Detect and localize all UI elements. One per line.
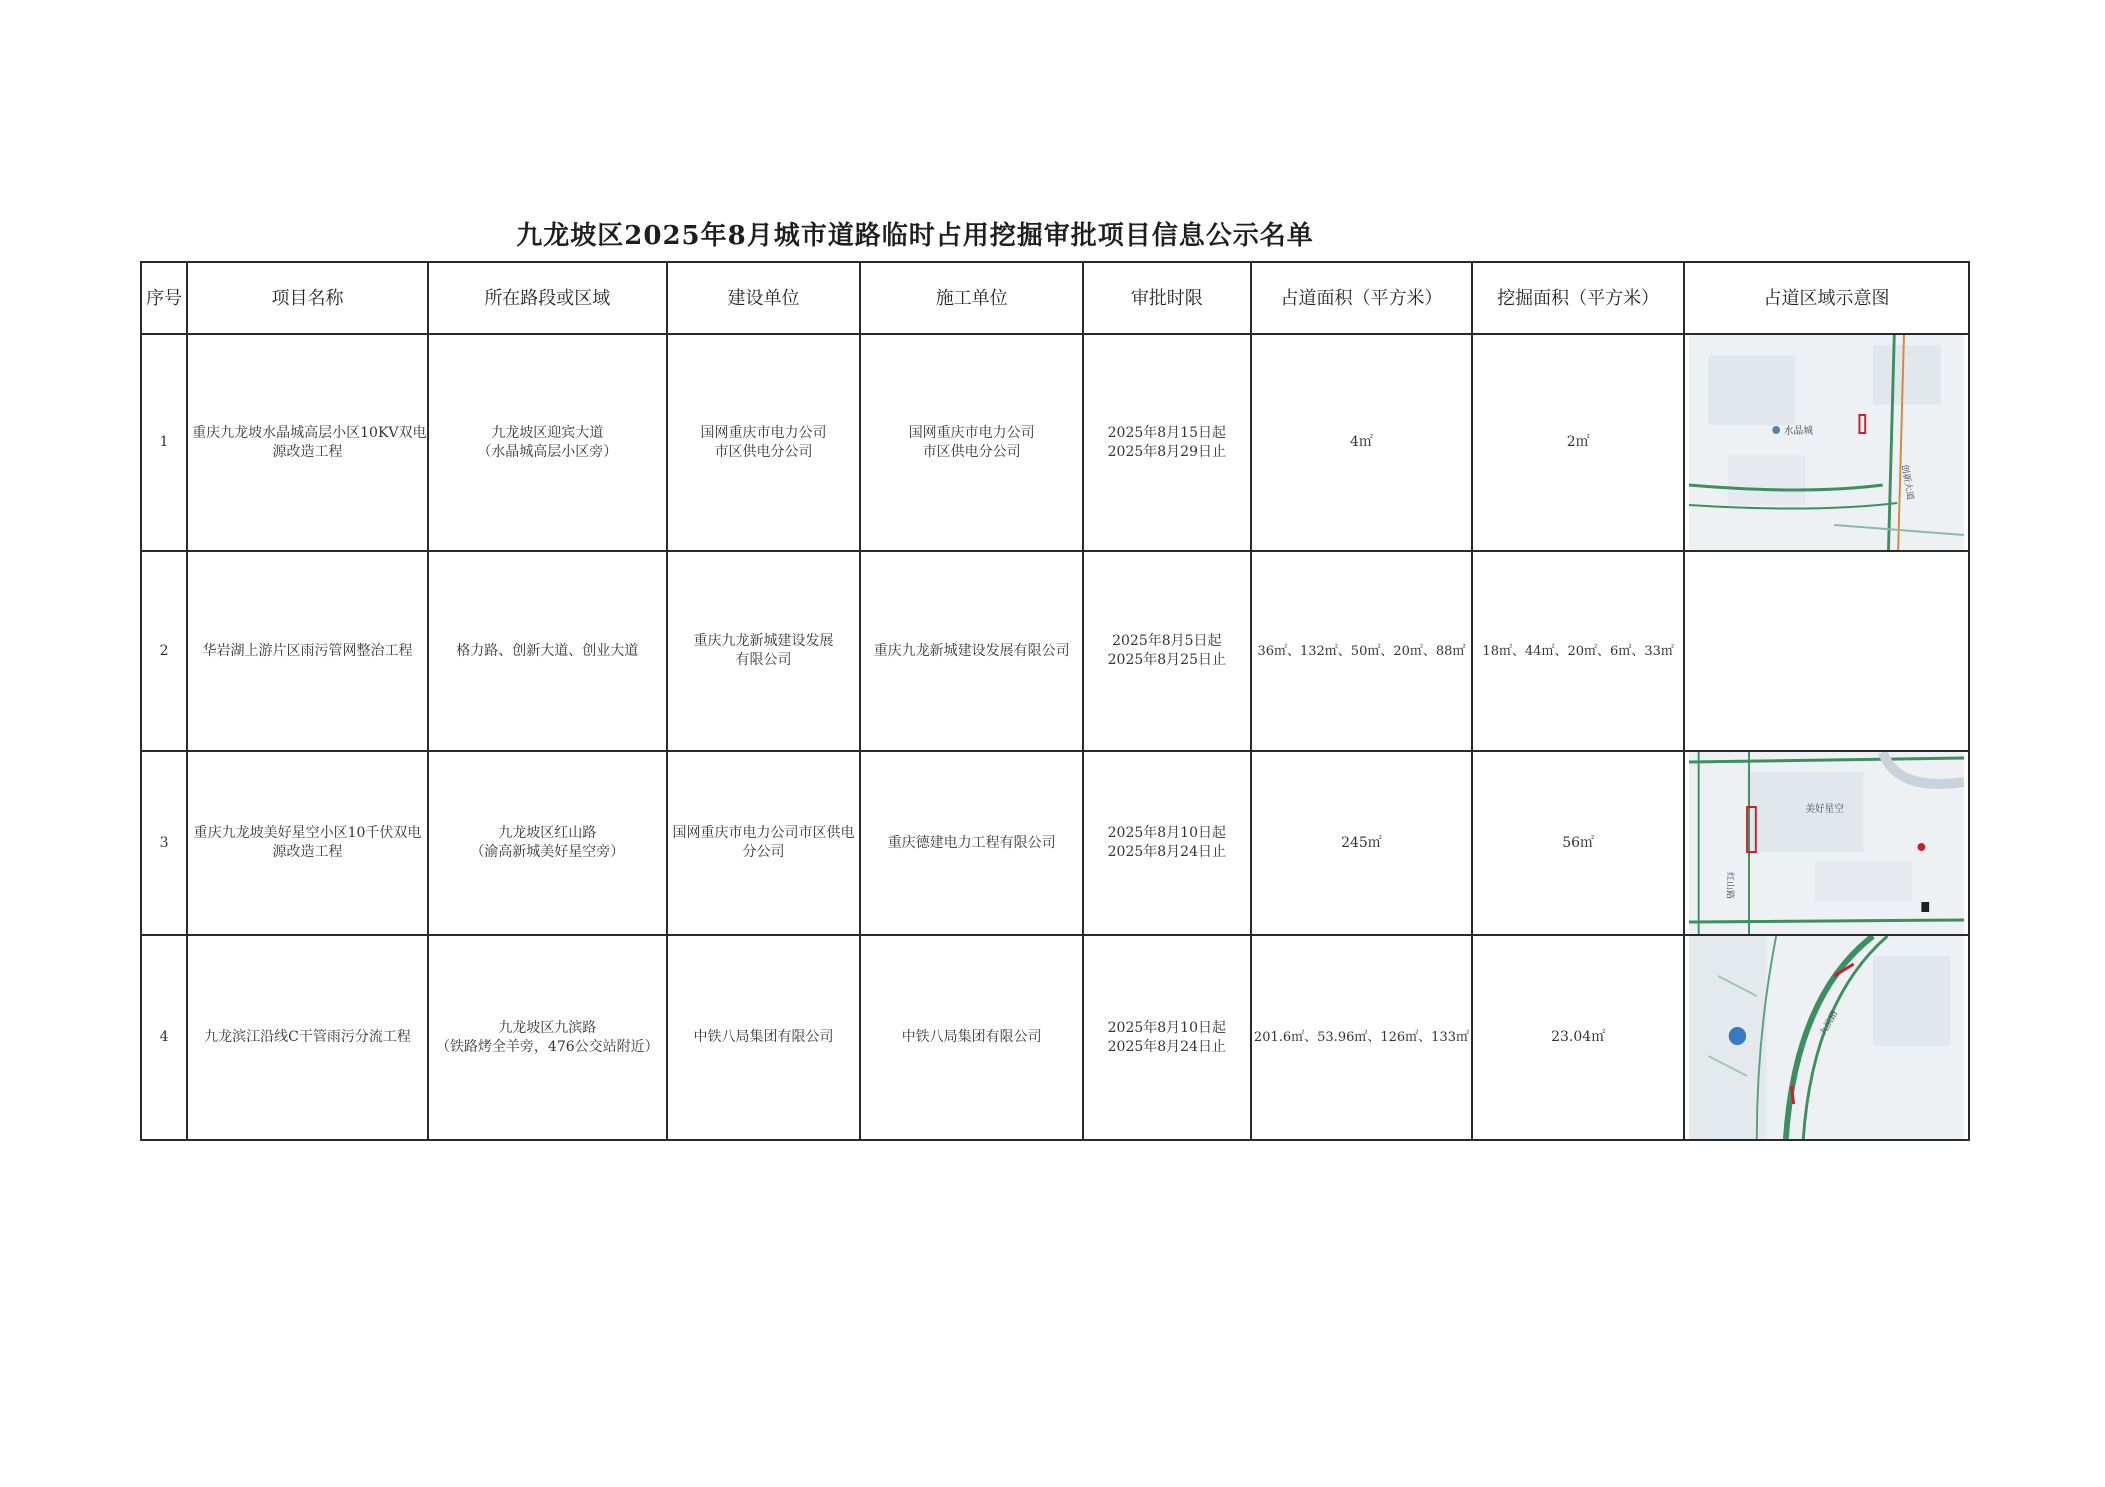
header-dig-area: 挖掘面积（平方米） [1472, 262, 1684, 334]
dig-area-cell: 23.04㎡ [1472, 935, 1684, 1140]
location-line: 格力路、创新大道、创业大道 [456, 642, 639, 659]
project-name-line: 九龙滨江沿线C干管雨污分流工程 [204, 1029, 411, 1045]
builder-line: 国网重庆市电力公司 [700, 424, 827, 441]
period-cell [1083, 551, 1251, 751]
dig-area-cell: 56㎡ [1472, 751, 1684, 935]
map-label: 红山路 [1724, 872, 1735, 899]
site-map-image [1689, 752, 1964, 934]
map-label: 水晶城 [1783, 425, 1813, 438]
header-contractor: 施工单位 [860, 262, 1083, 334]
period-cell [1083, 334, 1251, 551]
table-row [141, 935, 1969, 1140]
project-name-line: 华岩湖上游片区雨污管网整治工程 [202, 642, 413, 659]
builder-line: 市区供电分公司 [714, 443, 813, 460]
builder-cell [667, 935, 861, 1140]
seq-cell: 4 [141, 935, 187, 1140]
period-start: 2025年8月5日起 [1112, 633, 1222, 649]
location-cell [428, 935, 667, 1140]
header-name: 项目名称 [187, 262, 428, 334]
map-label: 九滨路 [1818, 1009, 1841, 1038]
location-cell [428, 551, 667, 751]
period-end: 2025年8月24日止 [1107, 844, 1226, 860]
site-map-image [1689, 936, 1964, 1139]
contractor-line: 中铁八局集团有限公司 [901, 1029, 1042, 1045]
table-row [141, 551, 1969, 751]
header-period: 审批时限 [1083, 262, 1251, 334]
header-row [141, 262, 1969, 334]
project-name-line: 源改造工程 [272, 443, 343, 460]
header-location: 所在路段或区域 [428, 262, 667, 334]
map-label: 创新大道 [1899, 463, 1915, 501]
period-cell [1083, 751, 1251, 935]
contractor-cell [860, 935, 1083, 1140]
location-line: 九龙坡区红山路 [498, 825, 597, 841]
dig-area-cell: 18㎡、44㎡、20㎡、6㎡、33㎡ [1472, 551, 1684, 751]
project-table [140, 261, 1970, 1141]
dig-area-cell: 2㎡ [1472, 334, 1684, 551]
contractor-line: 重庆九龙新城建设发展有限公司 [873, 642, 1070, 659]
header-occupy-area: 占道面积（平方米） [1251, 262, 1473, 334]
table-row [141, 751, 1969, 935]
location-line: （铁路烤全羊旁，476公交站附近） [435, 1038, 659, 1055]
map-label: 美好星空 [1805, 803, 1844, 816]
page-title: 九龙坡区2025年8月城市道路临时占用挖掘审批项目信息公示名单 [516, 221, 1314, 251]
map-cell [1684, 751, 1969, 935]
location-cell [428, 751, 667, 935]
map-cell [1684, 334, 1969, 551]
builder-line: 中铁八局集团有限公司 [693, 1029, 834, 1045]
project-name-cell [187, 551, 428, 751]
header-seq: 序号 [141, 262, 187, 334]
builder-line: 分公司 [742, 844, 785, 860]
occupy-area-cell: 36㎡、132㎡、50㎡、20㎡、88㎡ [1251, 551, 1473, 751]
project-name-line: 源改造工程 [272, 844, 343, 860]
builder-line: 国网重庆市电力公司市区供电 [672, 825, 855, 841]
map-cell-empty [1684, 551, 1969, 751]
period-end: 2025年8月24日止 [1107, 1038, 1226, 1055]
seq-cell: 1 [141, 334, 187, 551]
project-name-cell [187, 334, 428, 551]
period-start: 2025年8月10日起 [1107, 1019, 1226, 1036]
occupy-area-cell: 4㎡ [1251, 334, 1473, 551]
map-cell [1684, 935, 1969, 1140]
period-end: 2025年8月29日止 [1107, 443, 1226, 460]
builder-cell [667, 334, 861, 551]
occupy-area-cell: 201.6㎡、53.96㎡、126㎡、133㎡ [1251, 935, 1473, 1140]
builder-line: 有限公司 [735, 652, 792, 668]
period-start: 2025年8月15日起 [1107, 424, 1226, 441]
builder-cell [667, 551, 861, 751]
location-line: （渝高新城美好星空旁） [470, 844, 625, 860]
seq-cell: 3 [141, 751, 187, 935]
site-map-image [1689, 335, 1964, 550]
project-name-cell [187, 935, 428, 1140]
period-cell [1083, 935, 1251, 1140]
project-name-line: 重庆九龙坡水晶城高层小区10KV双电 [192, 424, 427, 441]
contractor-line: 国网重庆市电力公司 [908, 424, 1035, 441]
contractor-cell [860, 551, 1083, 751]
table-row [141, 334, 1969, 551]
location-line: 九龙坡区九滨路 [498, 1019, 597, 1036]
contractor-cell [860, 751, 1083, 935]
location-line: （水晶城高层小区旁） [477, 443, 618, 460]
period-start: 2025年8月10日起 [1107, 825, 1226, 841]
seq-cell: 2 [141, 551, 187, 751]
project-name-cell [187, 751, 428, 935]
contractor-line: 重庆德建电力工程有限公司 [887, 834, 1056, 851]
period-end: 2025年8月25日止 [1107, 652, 1226, 668]
project-name-line: 重庆九龙坡美好星空小区10千伏双电 [193, 825, 422, 841]
contractor-line: 市区供电分公司 [922, 443, 1021, 460]
builder-line: 重庆九龙新城建设发展 [693, 633, 834, 649]
header-builder: 建设单位 [667, 262, 861, 334]
builder-cell [667, 751, 861, 935]
contractor-cell [860, 334, 1083, 551]
header-map: 占道区域示意图 [1684, 262, 1969, 334]
location-cell [428, 334, 667, 551]
occupy-area-cell: 245㎡ [1251, 751, 1473, 935]
location-line: 九龙坡区迎宾大道 [491, 424, 604, 441]
